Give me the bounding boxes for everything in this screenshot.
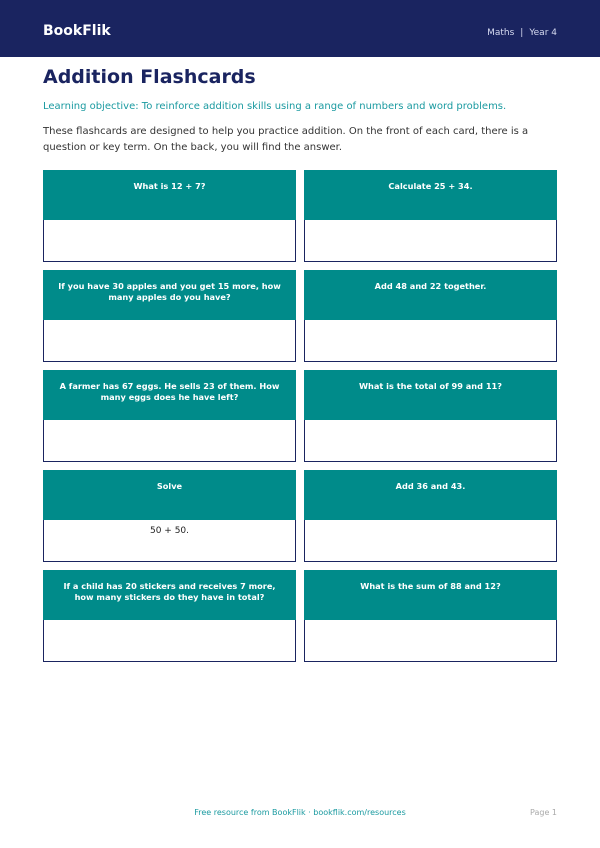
page-number: Page 1 [530,808,557,817]
card-front: What is 12 + 7? [43,170,296,220]
card-back [304,520,557,562]
card-back [304,220,557,262]
intro-text: These flashcards are designed to help you practice addition. On the front of each card, there is a question or key term. On the back, you will find the answer. [43,126,529,153]
learning-objective: Learning objective: To reinforce addition skills using a range of numbers and word problems. [43,101,507,112]
card-front: Calculate 25 + 34. [304,170,557,220]
card-front: Add 48 and 22 together. [304,270,557,320]
flashcard [304,570,557,662]
separator: | [520,28,524,38]
page-title: Addition Flashcards [43,66,256,88]
card-back [304,420,557,462]
card-back: 50 + 50. [43,520,296,562]
flashcard [43,170,296,262]
card-back [43,320,296,362]
footer-text: Free resource from BookFlik · bookflik.com/resources [194,808,406,817]
flashcard [43,470,296,562]
flashcard [304,470,557,562]
card-back [43,420,296,462]
card-front: What is the total of 99 and 11? [304,370,557,420]
card-front: A farmer has 67 eggs. He sells 23 of them. How many eggs does he have left? [43,370,296,420]
flashcard [304,170,557,262]
flashcard [304,370,557,462]
flashcard [43,370,296,462]
card-back [304,320,557,362]
brand-logo: BookFlik [43,23,111,39]
flashcard [304,270,557,362]
flashcard [43,270,296,362]
card-front: If a child has 20 stickers and receives 7 more, how many stickers do they have in total? [43,570,296,620]
card-front: Add 36 and 43. [304,470,557,520]
card-back [304,620,557,662]
card-back [43,220,296,262]
subject-label: Maths [487,28,515,38]
flashcard [43,570,296,662]
header-meta [487,28,557,38]
header-bar [0,0,600,57]
card-front: Solve [43,470,296,520]
card-back [43,620,296,662]
year-label: Year 4 [529,28,557,38]
card-front: If you have 30 apples and you get 15 more, how many apples do you have? [43,270,296,320]
flashcard-grid [43,170,557,662]
card-front: What is the sum of 88 and 12? [304,570,557,620]
